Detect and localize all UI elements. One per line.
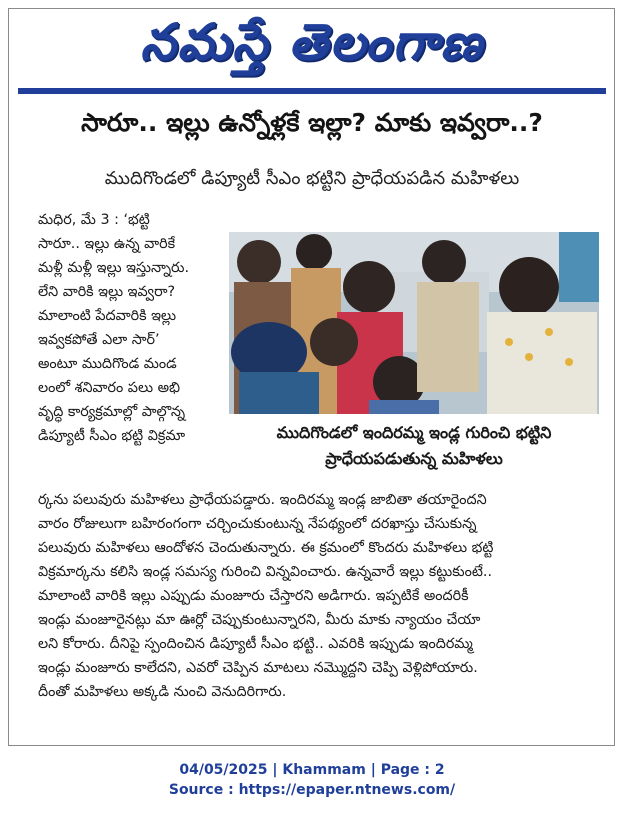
body-line: మాలాంటి వారికి ఇల్లు ఎప్పుడు మంజూరు చేస్తారని అడిగారు. ఇప్పటికే అందరికీ [38, 588, 469, 604]
article-column-text [38, 208, 224, 448]
column-line: లేని వారికి ఇల్లు ఇవ్వరా? [38, 284, 176, 300]
footer-source-link[interactable]: Source : https://epaper.ntnews.com/ [168, 782, 456, 798]
column-line: మాలాంటి పేదవారికి ఇల్లు [38, 308, 177, 324]
article-photo [229, 232, 599, 414]
article-headline: సారూ.. ఇల్లు ఉన్నోళ్లకే ఇల్లా? మాకు ఇవ్వరా..? [81, 108, 543, 137]
body-line: లని కోరారు. దీనిపై స్పందించిన డిప్యూటీ సీఎం భట్టి.. ఎవరికి ఇప్పుడు ఇందిరమ్మ [38, 636, 473, 652]
article-body-text [38, 488, 600, 704]
caption-line: ముదిగొండలో ఇందిరమ్మ ఇండ్ల గురించి భట్టిని [276, 423, 552, 442]
column-line: అంటూ ముదిగొండ మండ [38, 356, 177, 372]
column-line: సారూ.. ఇల్లు ఉన్న వారికే [38, 236, 176, 252]
photo-illustration [229, 232, 599, 414]
body-line: వారం రోజులుగా బహిరంగంగా చర్చించుకుంటున్న నేపథ్యంలో దరఖాస్తు చేసుకున్న [38, 516, 477, 532]
caption-line: ప్రాధేయపడుతున్న మహిళలు [325, 449, 503, 468]
body-line: విక్రమార్కను కలిసి ఇండ్ల సమస్య గురించి విన్నవించారు. ఉన్నవారే ఇల్లు కట్టుకుంటే.. [38, 564, 493, 580]
column-line: వృద్ధి కార్యక్రమాల్లో పాల్గొన్న [38, 404, 186, 420]
column-line: ఇవ్వకపోతే ఎలా సార్’ [38, 332, 160, 348]
masthead-divider [18, 88, 606, 94]
body-line: ఇండ్లు మంజూరైనట్లు మా ఊర్లో చెప్పుకుంటున్నారని, మీరు మాకు న్యాయం చేయా [38, 612, 481, 628]
body-line: ఇండ్లు మంజూరు కాలేదని, ఎవరో చెప్పిన మాటలు నమ్మొద్దని చెప్పి వెళ్లిపోయారు. [38, 660, 478, 676]
photo-caption [229, 416, 599, 476]
column-line: మళ్లీ మళ్లీ ఇల్లు ఇస్తున్నారు. [38, 260, 190, 276]
body-line: దీంతో మహిళలు అక్కడి నుంచి వెనుదిరిగారు. [38, 684, 287, 700]
column-line: లంలో శనివారం పలు అభి [38, 380, 181, 396]
body-line: పలువురు మహిళలు ఆందోళన చెందుతున్నారు. ఈ క్రమంలో కొందరు మహిళలు భట్టి [38, 540, 494, 556]
body-line: ర్కను పలువురు మహిళలు ప్రాధేయపడ్డారు. ఇందిరమ్మ ఇండ్ల జాబితా తయారైందని [38, 492, 487, 508]
footer-date-edition: 04/05/2025 | Khammam | Page : 2 [179, 762, 445, 778]
column-line: డిప్యూటీ సీఎం భట్టి విక్రమా [38, 428, 186, 444]
article-subhead: ముదిగొండలో డిప్యూటీ సీఎం భట్టిని ప్రాధేయపడిన మహిళలు [104, 168, 520, 189]
newspaper-masthead-logo: నమస్తే తెలంగాణ [140, 13, 484, 71]
column-line: మధిర, మే 3 : ‘భట్టి [38, 212, 150, 228]
